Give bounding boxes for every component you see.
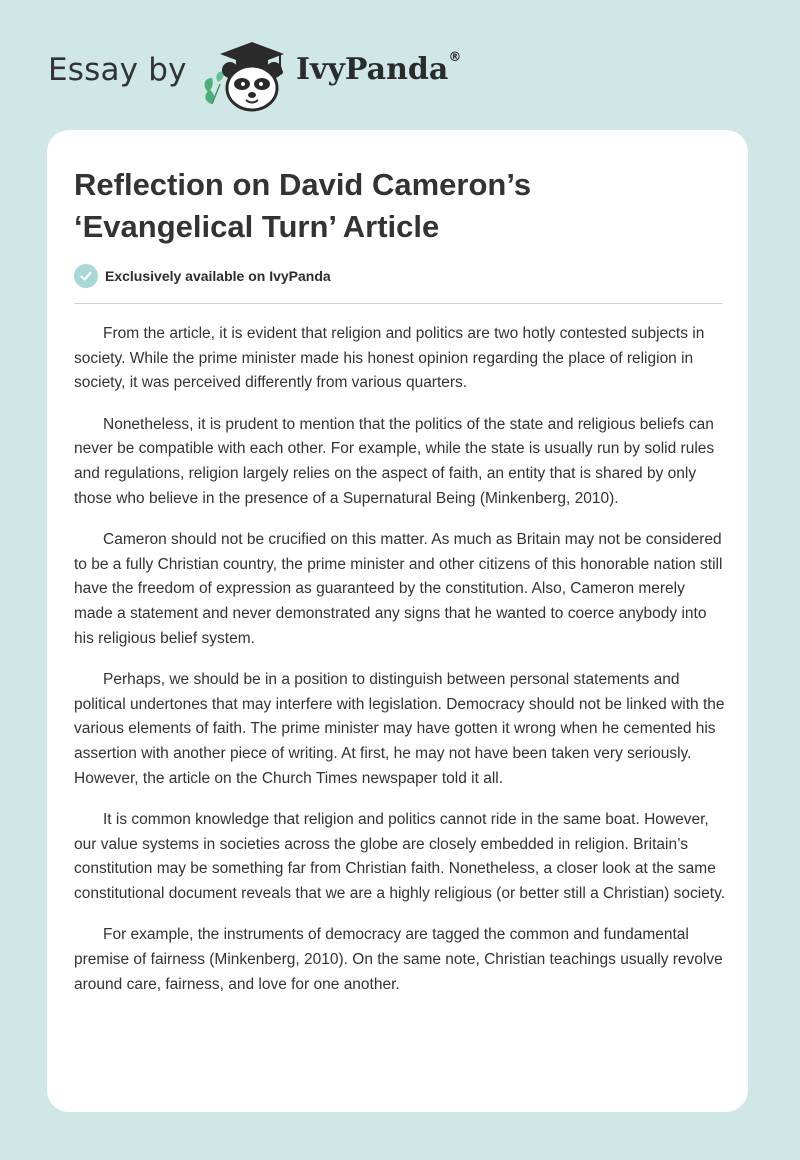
paragraph: For example, the instruments of democracy are tagged the common and fundamental premise of fairness (Minkenberg, 2010). On the same note, Christian teachings usually revolve around care, fairness, and love for one another. <box>74 926 723 993</box>
article-card <box>47 130 748 1112</box>
article-body <box>74 322 726 1014</box>
panda-graduate-icon[interactable] <box>200 34 292 114</box>
registered-mark: ® <box>448 50 462 65</box>
essay-by-label: Essay by <box>48 52 187 88</box>
article-title: Reflection on David Cameron’s ‘Evangelical Turn’ Article <box>74 167 532 244</box>
divider <box>74 303 722 304</box>
paragraph: Nonetheless, it is prudent to mention that the politics of the state and religious beliefs can never be compatible with each other. For example, while the state is usually run by solid rules and regulations, religion largely relies on the aspect of faith, an entity that is shared by only those who believe in the presence of a Supernatural Being (Minkenberg, 2010). <box>74 415 715 507</box>
check-icon <box>74 264 98 288</box>
brand-text: IvyPanda <box>296 52 449 87</box>
paragraph: From the article, it is evident that religion and politics are two hotly contested subjects in society. While the prime minister made his honest opinion regarding the place of religion in society, it was perceived differently from various quarters. <box>74 325 705 392</box>
paragraph: Cameron should not be crucified on this matter. As much as Britain may not be considered to be a fully Christian country, the prime minister and other citizens of this honorable nation still have the freedom of expression as guaranteed by the constitution. Also, Cameron merely made a statement and never demonstrated any signs that he wanted to coerce anybody into his religious belief system. <box>74 531 723 647</box>
brand-name[interactable] <box>296 52 461 87</box>
site-header <box>48 28 748 118</box>
paragraph: Perhaps, we should be in a position to distinguish between personal statements and political undertones that may interfere with legislation. Democracy should not be linked with the various elements of faith. The prime minister may have gotten it wrong when he cemented his assertion with another piece of writing. At first, he may not have been taken very seriously. However, the article on the Church Times newspaper told it all. <box>74 671 725 787</box>
exclusive-badge-label: Exclusively available on IvyPanda <box>105 268 331 284</box>
paragraph: It is common knowledge that religion and politics cannot ride in the same boat. However, our value systems in societies across the globe are closely embedded in religion. Britain’s constitution may be something far from Christian faith. Nonetheless, a closer look at the same constitutional document reveals that we are a highly religious (or better still a Christian) society. <box>74 811 726 902</box>
exclusive-badge <box>74 263 331 289</box>
